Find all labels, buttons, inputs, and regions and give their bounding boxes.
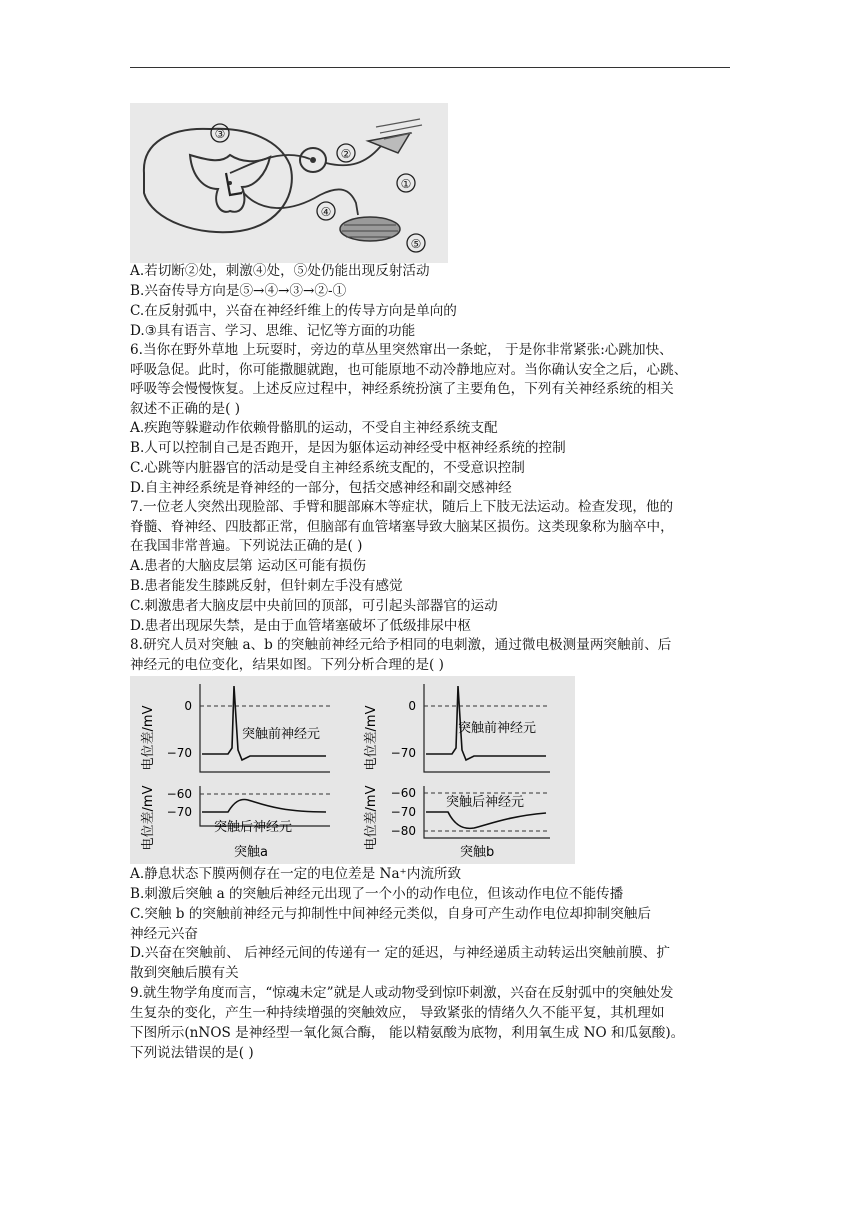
label-4 bbox=[317, 202, 335, 220]
panel-b-pre-tick-70: −70 bbox=[390, 746, 416, 760]
panel-b-post-label: 突触后神经元 bbox=[446, 795, 525, 810]
svg-text:②: ② bbox=[340, 147, 352, 161]
q7-option-a: A.患者的大脑皮层第 运动区可能有损伤 bbox=[130, 558, 366, 574]
skin-hatching bbox=[376, 119, 422, 139]
q7-option-d: D.患者出现尿失禁，是由于血管堵塞破坏了低级排尿中枢 bbox=[130, 618, 471, 634]
q7-stem-line: 7.一位老人突然出现脸部、手臂和腿部麻木等症状，随后上下肢无法运动。检查发现，他的 bbox=[130, 499, 674, 515]
panel-a-pre-trace bbox=[202, 686, 326, 760]
panel-b-title: 突触b bbox=[460, 845, 495, 860]
q6-option-c: C.心跳等内脏器官的活动是受自主神经系统支配的，不受意识控制 bbox=[130, 460, 525, 476]
q7-option-b: B.患者能发生膝跳反射，但针刺左手没有感觉 bbox=[130, 578, 403, 594]
panel-a-post-tick-70: −70 bbox=[166, 805, 192, 819]
q5-option-d: D.③具有语言、学习、思维、记忆等方面的功能 bbox=[130, 323, 416, 339]
q8-stem-line: 8.研究人员对突触 a、b 的突触前神经元给予相同的电刺激，通过微电极测量两突触前、后 bbox=[130, 637, 672, 653]
reflex-arc-diagram bbox=[130, 103, 448, 263]
q9-stem-line: 下图所示(nNOS 是神经型一氧化氮合酶， 能以精氨酸为底物，利用氧生成 NO 和瓜氨酸)。 bbox=[130, 1025, 685, 1041]
q8-option-c: C.突触 b 的突触前神经元与抑制性中间神经元类似，自身可产生动作电位却抑制突触后 bbox=[130, 906, 651, 922]
label-5 bbox=[407, 234, 425, 252]
q7-stem-line: 脊髓、脊神经、四肢都正常，但脑部有血管堵塞导致大脑某区损伤。这类现象称为脑卒中， bbox=[130, 519, 674, 535]
synapse-potential-charts bbox=[130, 676, 575, 864]
efferent-fiber bbox=[242, 189, 358, 215]
panel-b-pre-ylabel: 电位差/mV bbox=[364, 705, 379, 771]
q6-option-a: A.疾跑等躲避动作依赖骨骼肌的运动，不受自主神经系统支配 bbox=[130, 420, 498, 436]
q8-option-c-cont: 神经元兴奋 bbox=[130, 926, 198, 942]
q8-option-b: B.刺激后突触 a 的突触后神经元出现了一个小的动作电位，但该动作电位不能传播 bbox=[130, 886, 624, 902]
ganglion-cell bbox=[310, 157, 316, 163]
svg-text:⑤: ⑤ bbox=[410, 237, 422, 251]
spinal-cord-outline bbox=[144, 129, 292, 232]
q8-option-d: D.兴奋在突触前、 后神经元间的传递有一 定的延迟，与神经递质主动转运出突触前膜、扩 bbox=[130, 945, 670, 961]
q6-stem-line: 叙述不正确的是( ) bbox=[130, 401, 241, 417]
q9-stem-line: 9.就生物学角度而言，“惊魂未定”就是人或动物受到惊吓刺激，兴奋在反射弧中的突触处发 bbox=[130, 985, 674, 1001]
panel-b-post-trace bbox=[426, 812, 546, 828]
header-rule bbox=[130, 67, 730, 68]
q5-option-c: C.在反射弧中，兴奋在神经纤维上的传导方向是单向的 bbox=[130, 303, 457, 319]
panel-a-pre-ylabel: 电位差/mV bbox=[141, 705, 156, 771]
panel-a-pre-tick-70: −70 bbox=[166, 746, 192, 760]
panel-a bbox=[140, 684, 330, 860]
panel-a-pre-label: 突触前神经元 bbox=[242, 727, 321, 742]
panel-b-post-ylabel: 电位差/mV bbox=[364, 785, 379, 851]
q6-option-b: B.人可以控制自己是否跑开，是因为躯体运动神经受中枢神经系统的控制 bbox=[130, 440, 566, 456]
q7-option-c: C.刺激患者大脑皮层中央前回的顶部，可引起头部器官的运动 bbox=[130, 598, 498, 614]
q7-stem-line: 在我国非常普遍。下列说法正确的是( ) bbox=[130, 538, 363, 554]
q5-option-a: A.若切断②处，刺激④处，⑤处仍能出现反射活动 bbox=[130, 263, 430, 279]
label-3 bbox=[211, 124, 229, 142]
panel-b-post-tick-60: −60 bbox=[390, 786, 416, 800]
reflex-arc-figure bbox=[130, 103, 448, 263]
q6-stem-line: 呼吸急促。此时，你可能撒腿就跑，也可能原地不动冷静地应对。当你确认安全之后，心跳、 bbox=[130, 362, 688, 378]
q8-stem-line: 神经元的电位变化，结果如图。下列分析合理的是( ) bbox=[130, 657, 444, 673]
panel-b-pre-tick-0: 0 bbox=[408, 699, 416, 713]
svg-text:①: ① bbox=[400, 177, 412, 191]
q9-stem-line: 生复杂的变化，产生一种持续增强的突触效应， 导致紧张的情绪久久不能平复，其机理如 bbox=[130, 1005, 665, 1021]
svg-text:④: ④ bbox=[320, 205, 332, 219]
panel-a-post-ylabel: 电位差/mV bbox=[141, 785, 156, 851]
q5-option-b: B.兴奋传导方向是⑤→④→③→②-① bbox=[130, 283, 347, 299]
q6-stem-line: 呼吸等会慢慢恢复。上述反应过程中，神经系统扮演了主要角色，下列有关神经系统的相关 bbox=[130, 381, 674, 397]
receptor bbox=[368, 133, 410, 153]
panel-b-pre-label: 突触前神经元 bbox=[458, 721, 537, 736]
label-2 bbox=[337, 144, 355, 162]
interneuron bbox=[226, 173, 242, 195]
panel-b bbox=[363, 684, 550, 860]
afferent-fiber bbox=[230, 155, 310, 173]
panel-b-post-tick-70: −70 bbox=[390, 805, 416, 819]
panel-b-post-tick-80: −80 bbox=[390, 824, 416, 838]
panel-a-title: 突触a bbox=[234, 845, 268, 860]
svg-text:③: ③ bbox=[214, 127, 226, 141]
q6-option-d: D.自主神经系统是脊神经的一部分，包括交感神经和副交感神经 bbox=[130, 480, 512, 496]
panel-a-pre-tick-0: 0 bbox=[184, 699, 192, 713]
label-1 bbox=[397, 174, 415, 192]
panel-a-post-trace bbox=[202, 800, 326, 813]
q9-stem-line: 下列说法错误的是( ) bbox=[130, 1045, 254, 1061]
q8-option-a: A.静息状态下膜两侧存在一定的电位差是 Na⁺内流所致 bbox=[130, 866, 462, 882]
q8-option-d-cont: 散到突触后膜有关 bbox=[130, 965, 239, 981]
panel-a-post-tick-60: −60 bbox=[166, 787, 192, 801]
q6-stem-line: 6.当你在野外草地 上玩耍时，旁边的草丛里突然窜出一条蛇， 于是你非常紧张:心跳加快、 bbox=[130, 342, 673, 358]
panel-a-post-label: 突触后神经元 bbox=[214, 820, 293, 835]
synapse-potential-figure bbox=[130, 676, 575, 864]
